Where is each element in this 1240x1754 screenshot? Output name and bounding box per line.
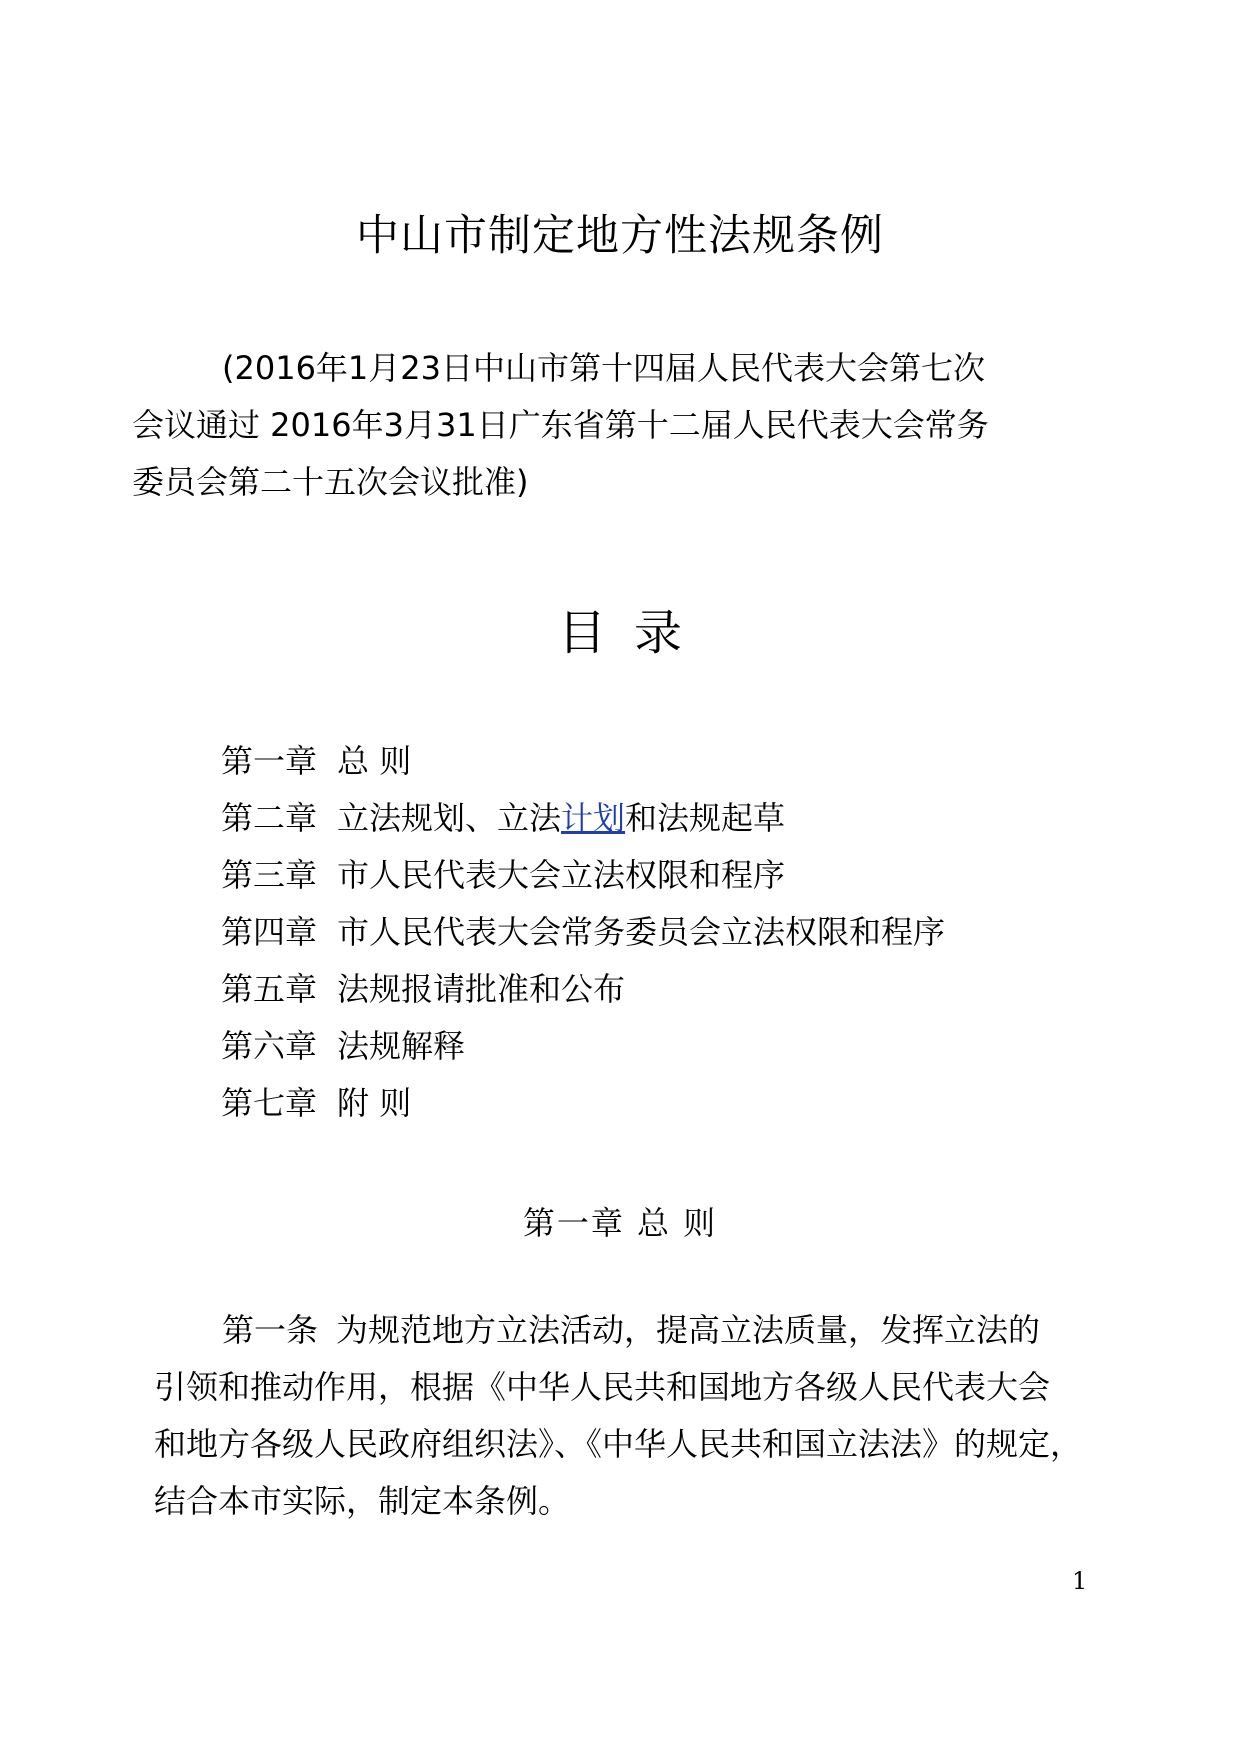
toc-item-chapter-4 bbox=[221, 904, 945, 961]
toc-chapter-number: 第六章 bbox=[221, 1027, 318, 1065]
toc-item-chapter-5 bbox=[221, 961, 945, 1018]
toc-heading: 目录 bbox=[557, 605, 710, 661]
adoption-note-line: 委员会第二十五次会议批准) bbox=[132, 463, 529, 501]
toc-item-chapter-6 bbox=[221, 1018, 945, 1075]
toc-chapter-number: 第五章 bbox=[221, 970, 318, 1008]
toc-chapter-number: 第七章 bbox=[221, 1084, 318, 1122]
toc-chapter-title: 市人民代表大会常务委员会立法权限和程序 bbox=[337, 913, 946, 951]
article-text: 为规范地方立法活动，提高立法质量，发挥立法的 bbox=[336, 1311, 1041, 1349]
toc-chapter-title: 附 则 bbox=[337, 1084, 412, 1122]
toc-item-chapter-2 bbox=[221, 790, 945, 847]
toc-chapter-number: 第四章 bbox=[221, 913, 318, 951]
article-line: 和地方各级人民政府组织法》、《中华人民共和国立法法》的规定， bbox=[154, 1425, 1083, 1463]
article-line: 引领和推动作用，根据《中华人民共和国地方各级人民代表大会 bbox=[154, 1368, 1051, 1406]
toc-chapter-title: 市人民代表大会立法权限和程序 bbox=[337, 856, 786, 894]
toc-chapter-number: 第二章 bbox=[221, 799, 318, 837]
toc-chapter-title-part: 立法规划、立法 bbox=[337, 799, 562, 837]
toc-item-chapter-3 bbox=[221, 847, 945, 904]
toc-chapter-number: 第一章 bbox=[221, 742, 318, 780]
toc-chapter-title: 法规报请批准和公布 bbox=[337, 970, 626, 1008]
toc-chapter-title-part: 和法规起草 bbox=[625, 799, 786, 837]
chapter-heading: 第一章 总 则 bbox=[522, 1204, 718, 1242]
toc-item-chapter-1 bbox=[221, 733, 945, 790]
plan-hyperlink[interactable]: 计划 bbox=[561, 799, 626, 837]
toc-chapter-title: 总 则 bbox=[337, 742, 412, 780]
toc-chapter-title: 法规解释 bbox=[337, 1027, 466, 1065]
article-line bbox=[154, 1302, 1114, 1359]
toc-chapter-number: 第三章 bbox=[221, 856, 318, 894]
article-line: 结合本市实际，制定本条例。 bbox=[154, 1482, 571, 1520]
adoption-note bbox=[132, 340, 1062, 511]
toc-item-chapter-7 bbox=[221, 1075, 945, 1132]
document-title: 中山市制定地方性法规条例 bbox=[356, 211, 884, 261]
article-1 bbox=[154, 1302, 1114, 1530]
table-of-contents bbox=[221, 733, 945, 1132]
page-number: 1 bbox=[1072, 1567, 1088, 1595]
adoption-note-line: 会议通过 2016年3月31日广东省第十二届人民代表大会常务 bbox=[132, 406, 989, 444]
article-label: 第一条 bbox=[222, 1311, 319, 1349]
adoption-note-line: (2016年1月23日中山市第十四届人民代表大会第七次 bbox=[222, 349, 986, 387]
